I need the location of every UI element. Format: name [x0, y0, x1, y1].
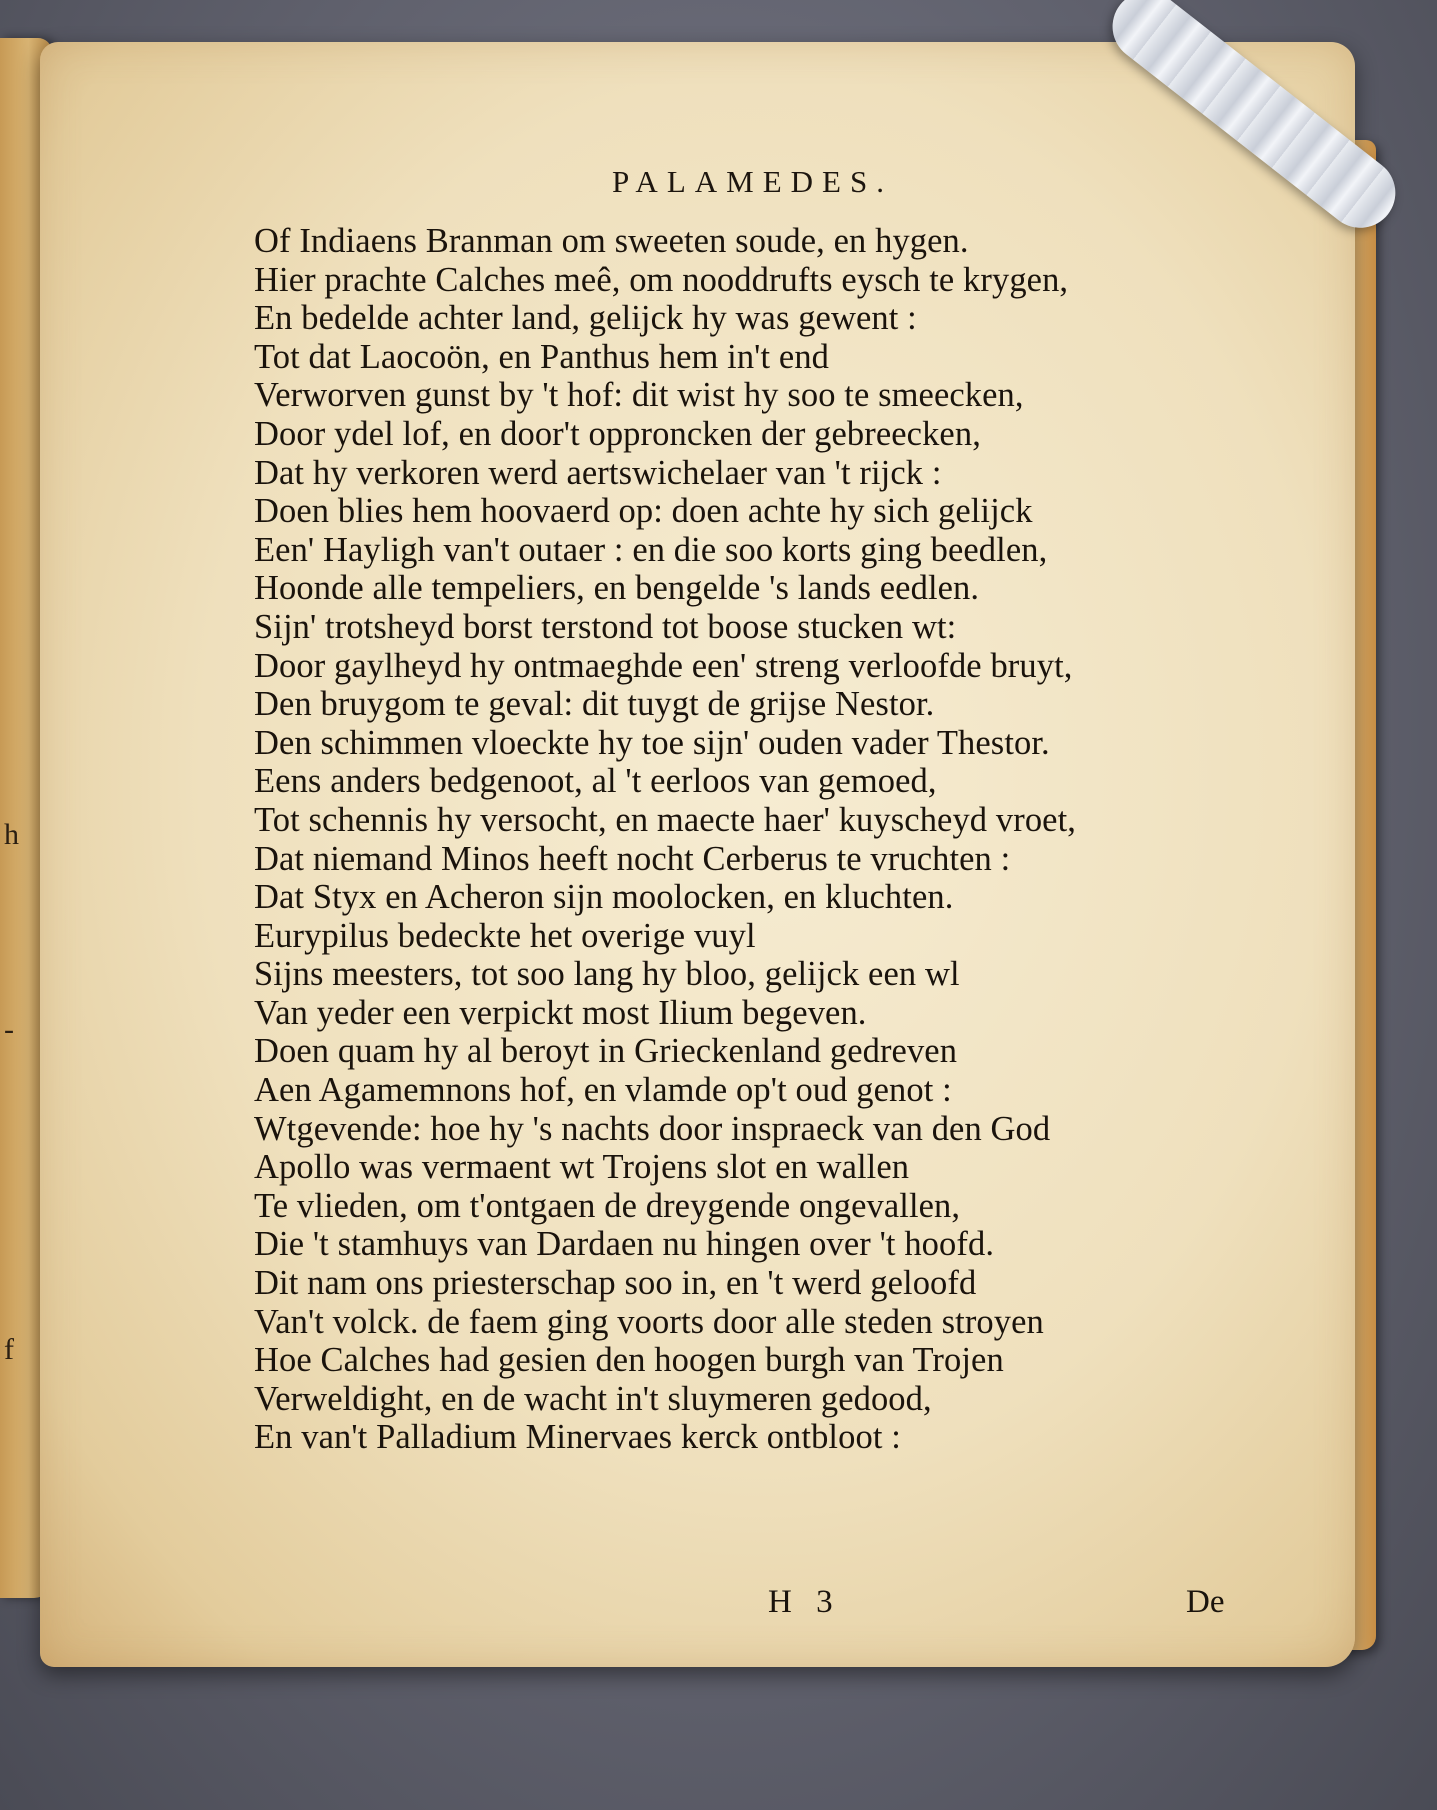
verse-line: Aen Agamemnons hof, en vlamde op't oud genot : [254, 1071, 952, 1110]
verse-line: Die 't stamhuys van Dardaen nu hingen over 't hoofd. [254, 1225, 995, 1264]
verse-line: Een' Hayligh van't outaer : en die soo korts ging beedlen, [254, 530, 1048, 569]
verse-line: Dat Styx en Acheron sijn moolocken, en kluchten. [254, 878, 954, 917]
verse-line: En van't Palladium Minervaes kerck ontbloot : [254, 1418, 901, 1457]
verse-line: Eurypilus bedeckte het overige vuyl [254, 916, 756, 955]
verse-line: Den bruygom te geval: dit tuygt de grijse Nestor. [254, 685, 935, 724]
verse-line: Verweldight, en de wacht in't sluymeren gedood, [254, 1379, 932, 1418]
verse-line: Doen blies hem hoovaerd op: doen achte hy sich gelijck [254, 492, 1033, 531]
verse-line: Van yeder een verpickt most Ilium begeven. [254, 993, 867, 1032]
facing-page-fragment: h [4, 818, 19, 851]
verse-line: Doen quam hy al beroyt in Grieckenland gedreven [254, 1032, 958, 1071]
verse-line: Sijns meesters, tot soo lang hy bloo, gelijck een wl [254, 955, 960, 994]
verse-line: Te vlieden, om t'ontgaen de dreygende ongevallen, [254, 1186, 961, 1225]
running-head: PALAMEDES. [612, 164, 893, 199]
verse-line: Tot dat Laocoön, en Panthus hem in't end [254, 337, 830, 376]
facing-page-fragment: f [4, 1333, 14, 1366]
verse-line: Wtgevende: hoe hy 's nachts door inspraeck van den God [254, 1109, 1051, 1148]
verse-line: Sijn' trotsheyd borst terstond tot boose stucken wt: [254, 607, 957, 646]
verse-line: Apollo was vermaent wt Trojens slot en wallen [254, 1148, 910, 1187]
verse-line: Den schimmen vloeckte hy toe sijn' ouden vader Thestor. [254, 723, 1050, 762]
catchword: De [1186, 1584, 1225, 1620]
verse-line: Dit nam ons priesterschap soo in, en 't werd geloofd [254, 1264, 977, 1303]
verse-line: Door gaylheyd hy ontmaeghde een' streng verloofde bruyt, [254, 646, 1073, 685]
facing-page-fragment: - [4, 1013, 14, 1046]
verse-line: Dat niemand Minos heeft nocht Cerberus te vruchten : [254, 839, 1011, 878]
verse-text [254, 222, 1254, 1457]
verse-line: Door ydel lof, en door't opproncken der gebreecken, [254, 414, 981, 453]
verse-line: Dat hy verkoren werd aertswichelaer van 't rijck : [254, 453, 942, 492]
verse-line: Tot schennis hy versocht, en maecte haer' kuyscheyd vroet, [254, 800, 1076, 839]
verse-line: Verworven gunst by 't hof: dit wist hy soo te smeecken, [254, 376, 1024, 415]
book-page [40, 42, 1355, 1667]
verse-line: Of Indiaens Branman om sweeten soude, en hygen. [254, 222, 969, 260]
verse-line: Eens anders bedgenoot, al 't eerloos van gemoed, [254, 762, 937, 801]
verse-line: Hier prachte Calches meê, om nooddrufts eysch te krygen, [254, 260, 1069, 299]
verse-line: Van't volck. de faem ging voorts door alle steden stroyen [254, 1302, 1044, 1341]
verse-line: Hoe Calches had gesien den hoogen burgh van Trojen [254, 1341, 1004, 1380]
verse-line: Hoonde alle tempeliers, en bengelde 's lands eedlen. [254, 569, 980, 608]
signature-mark: H 3 [768, 1584, 841, 1620]
verse-line: En bedelde achter land, gelijck hy was gewent : [254, 299, 917, 338]
